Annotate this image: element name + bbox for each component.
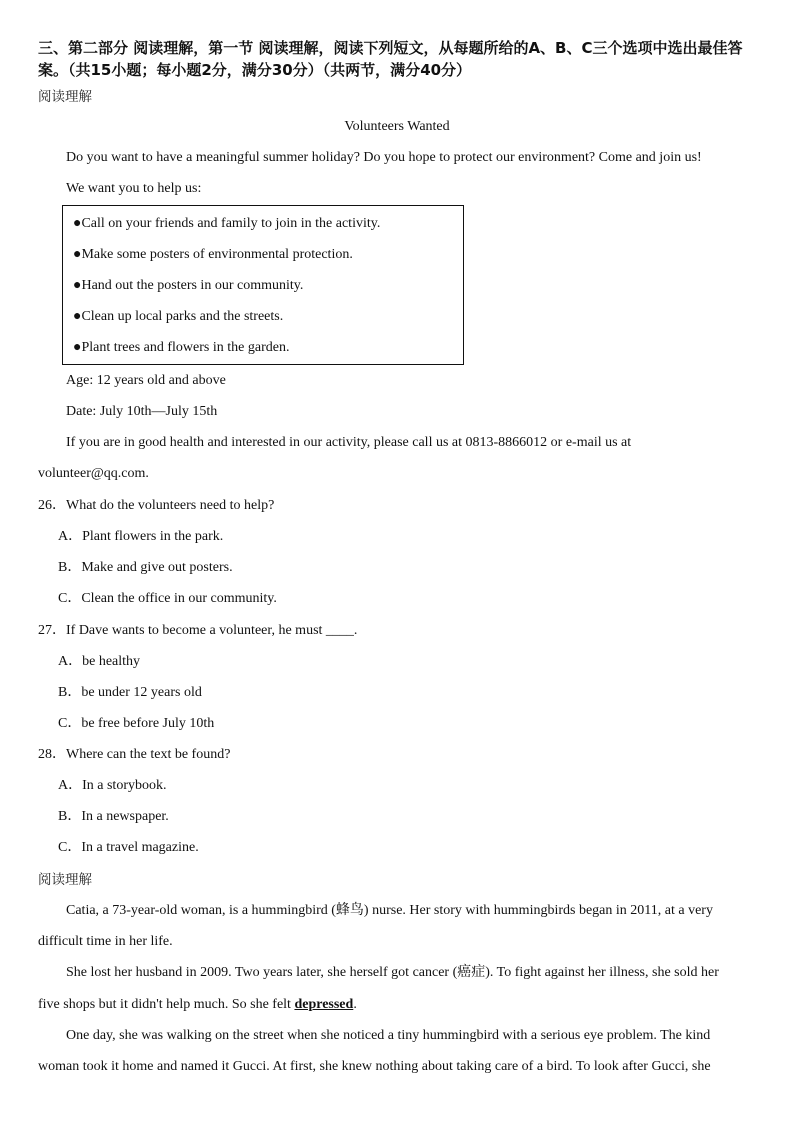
underlined-word: depressed [294, 997, 354, 1012]
task-item: ●Make some posters of environmental protection. [73, 247, 353, 262]
section-heading: 三、第二部分 阅读理解，第一节 阅读理解，阅读下列短文，从每题所给的A、B、C三个选项中选出最佳答案。（共15小题；每小题2分，满分30分）（共两节，满分40分） [38, 39, 743, 79]
question-stem: 28．Where can the text be found? [38, 747, 231, 762]
option-b: B．be under 12 years old [58, 685, 202, 700]
task-item: ●Hand out the posters in our community. [73, 278, 304, 293]
question-stem: 27．If Dave wants to become a volunteer, he must ____. [38, 623, 358, 638]
paragraph-line [38, 996, 357, 1014]
task-item: ●Plant trees and flowers in the garden. [73, 340, 290, 355]
option-c: C．Clean the office in our community. [58, 591, 277, 606]
paragraph-line: woman took it home and named it Gucci. At first, she knew nothing about taking care of a bird. To look after Gucci, she [38, 1059, 711, 1074]
paragraph-text: five shops but it didn't help much. So she felt [38, 997, 295, 1012]
task-item: ●Call on your friends and family to join in the activity. [73, 216, 381, 231]
passage-intro: Do you want to have a meaningful summer holiday? Do you hope to protect our environment? Come and join us! [66, 150, 702, 165]
task-item: ●Clean up local parks and the streets. [73, 309, 284, 324]
option-a: A．Plant flowers in the park. [58, 529, 224, 544]
option-c: C．In a travel magazine. [58, 840, 199, 855]
age-requirement: Age: 12 years old and above [66, 373, 226, 388]
option-b: B．In a newspaper. [58, 809, 169, 824]
paragraph-line: She lost her husband in 2009. Two years later, she herself got cancer (癌症). To fight against her illness, she sold her [66, 965, 719, 980]
option-a: A．be healthy [58, 654, 141, 669]
reading-label: 阅读理解 [38, 872, 92, 888]
paragraph-line: Catia, a 73-year-old woman, is a hummingbird (蜂鸟) nurse. Her story with hummingbirds began in 2011, at a very [66, 903, 713, 918]
paragraph-line: One day, she was walking on the street when she noticed a tiny hummingbird with a serious eye problem. The kind [66, 1028, 711, 1043]
activity-date: Date: July 10th—July 15th [66, 404, 218, 419]
task-box [62, 205, 464, 365]
contact-email: volunteer@qq.com. [38, 466, 149, 481]
help-intro: We want you to help us: [66, 181, 202, 196]
option-b: B．Make and give out posters. [58, 560, 233, 575]
contact-text: If you are in good health and interested in our activity, please call us at 0813-8866012 or e-mail us at [66, 435, 632, 450]
paragraph-text: . [353, 997, 357, 1012]
passage-title: Volunteers Wanted [344, 119, 450, 134]
option-c: C．be free before July 10th [58, 716, 215, 731]
option-a: A．In a storybook. [58, 778, 167, 793]
paragraph-line: difficult time in her life. [38, 934, 173, 949]
reading-label: 阅读理解 [38, 89, 92, 105]
question-stem: 26．What do the volunteers need to help? [38, 498, 275, 513]
